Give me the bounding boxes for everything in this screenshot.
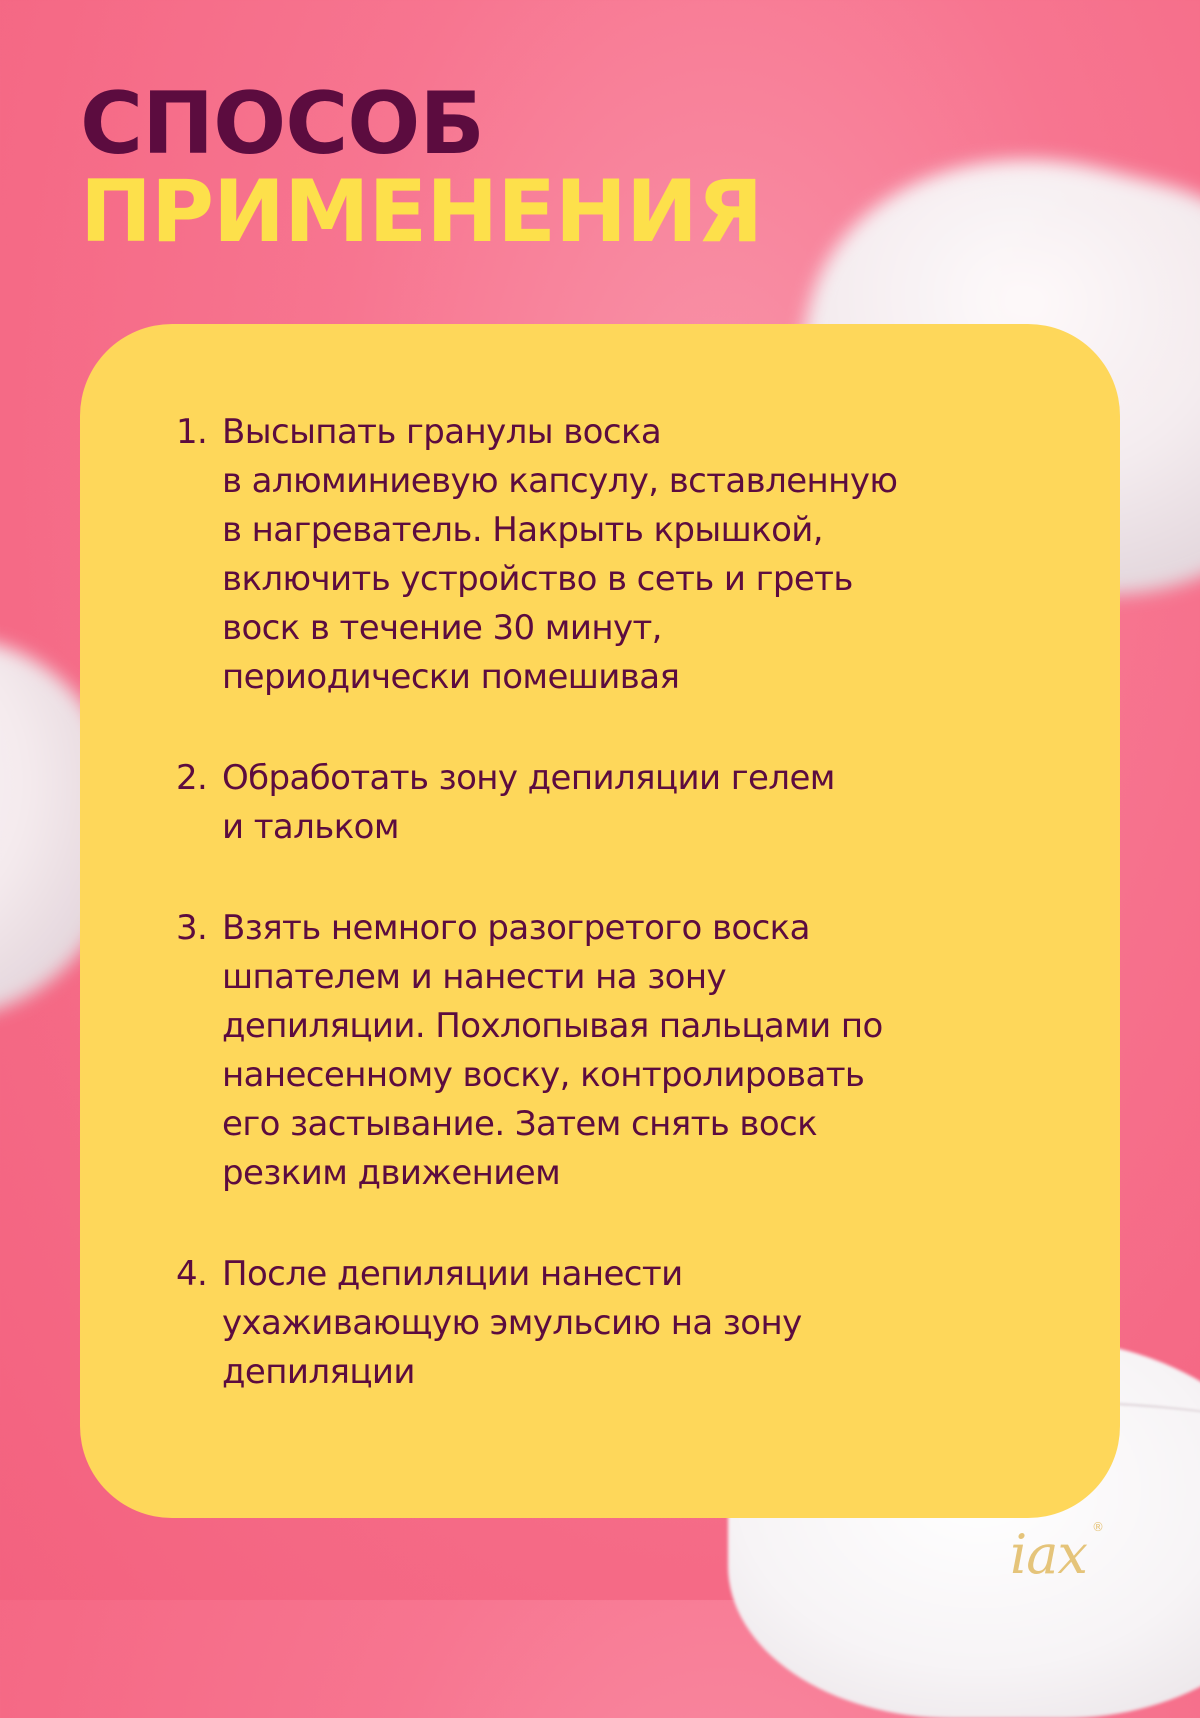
step-text-line: ухаживающую эмульсию на зону [222,1303,802,1343]
step-text-line: периодически помешивая [222,657,680,697]
step-text-line: включить устройство в сеть и греть [222,559,853,599]
step-text-line: Взять немного разогретого воска [222,908,810,948]
step-1 [176,408,1076,702]
step-text-line: Высыпать гранулы воска [222,412,662,452]
steps-list [176,408,1076,1449]
step-text-line: Обработать зону депиляции гелем [222,758,835,798]
step-text-line: После депиляции нанести [222,1254,683,1294]
step-number: 3. [176,908,208,948]
registered-mark: ® [1092,1520,1104,1534]
step-text-line: шпателем и нанести на зону [222,957,727,997]
step-3 [176,904,1076,1198]
step-text-line: в алюминиевую капсулу, вставленную [222,461,898,501]
brand-logo: iax [1010,1523,1087,1586]
step-text-line: в нагреватель. Накрыть крышкой, [222,510,823,550]
title-line-2: ПРИМЕНЕНИЯ [80,162,763,262]
title-line-1: СПОСОБ [80,74,484,174]
step-4 [176,1250,1076,1397]
step-text-line: воск в течение 30 минут, [222,608,662,648]
step-text-line: и тальком [222,807,399,847]
page-title [80,74,763,262]
step-number: 1. [176,412,208,452]
step-2 [176,754,1076,852]
step-number: 2. [176,758,208,798]
step-text-line: нанесенному воску, контролировать [222,1055,865,1095]
step-text-line: депиляции [222,1352,415,1392]
step-number: 4. [176,1254,208,1294]
step-text-line: резким движением [222,1153,561,1193]
instructions-card [80,324,1120,1518]
step-text-line: депиляции. Похлопывая пальцами по [222,1006,883,1046]
step-text-line: его застывание. Затем снять воск [222,1104,818,1144]
